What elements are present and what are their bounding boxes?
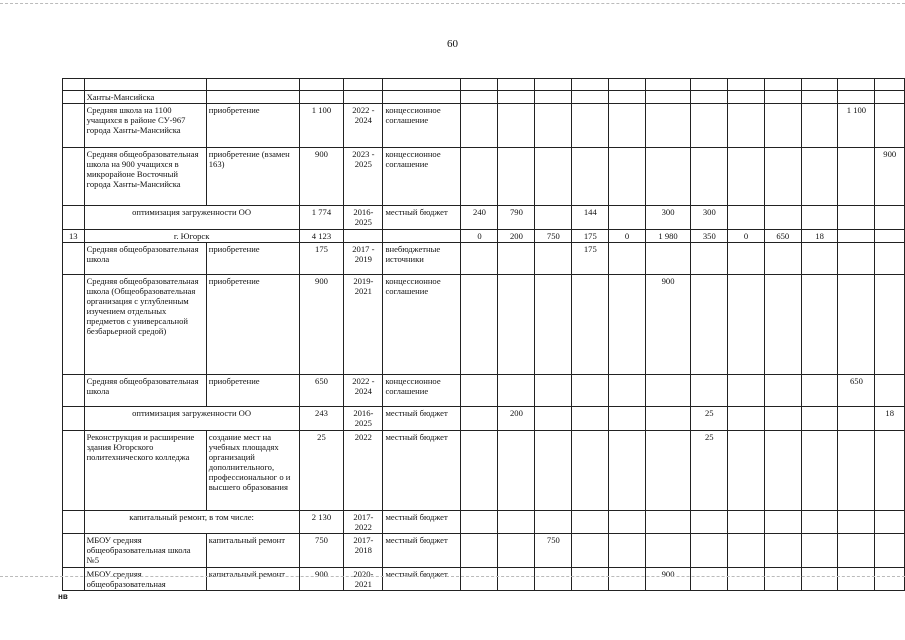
year-value-cell xyxy=(875,230,905,243)
table-row xyxy=(63,431,905,511)
year-value-cell xyxy=(875,375,905,407)
table-row xyxy=(63,568,905,591)
year-value-cell xyxy=(728,91,765,104)
row-number-cell xyxy=(63,407,85,431)
funding-source-cell: концессионное соглашение xyxy=(383,148,461,206)
year-value-cell xyxy=(838,511,875,534)
year-value-cell xyxy=(728,568,765,591)
year-value-cell: 1 100 xyxy=(838,104,875,148)
capacity-cell: 650 xyxy=(299,375,344,407)
year-value-cell xyxy=(645,104,691,148)
year-value-cell xyxy=(498,431,535,511)
year-value-cell xyxy=(645,511,691,534)
year-value-cell xyxy=(875,431,905,511)
capacity-cell: 25 xyxy=(299,431,344,511)
period-cell xyxy=(344,79,383,91)
year-value-cell xyxy=(572,511,609,534)
object-name-cell: Средняя общеобразовательная школа (Общеобразовательная организация с углубленным изучением отдельных предметов с универсальной безбарьерной средой) xyxy=(84,275,206,375)
object-name-cell: МБОУ средняя общеобразовательная xyxy=(84,568,206,591)
year-value-cell xyxy=(535,568,572,591)
year-value-cell: 300 xyxy=(645,206,691,230)
year-value-cell xyxy=(838,243,875,275)
row-number-cell xyxy=(63,148,85,206)
year-value-cell xyxy=(535,431,572,511)
year-value-cell: 144 xyxy=(572,206,609,230)
row-label-cell: г. Югорск xyxy=(84,230,299,243)
row-number-cell xyxy=(63,375,85,407)
year-value-cell xyxy=(691,104,728,148)
year-value-cell xyxy=(801,375,838,407)
year-value-cell: 0 xyxy=(728,230,765,243)
year-value-cell xyxy=(875,511,905,534)
object-name-cell: МБОУ средняя общеобразовательная школа №5 xyxy=(84,534,206,568)
year-value-cell: 300 xyxy=(691,206,728,230)
year-value-cell xyxy=(801,534,838,568)
year-value-cell xyxy=(461,511,498,534)
period-cell: 2022 - 2024 xyxy=(344,375,383,407)
year-value-cell xyxy=(461,243,498,275)
year-value-cell xyxy=(645,534,691,568)
year-value-cell xyxy=(461,91,498,104)
table-row xyxy=(63,407,905,431)
object-name-cell: Средняя общеобразовательная школа xyxy=(84,243,206,275)
page-number: 60 xyxy=(447,38,458,50)
year-value-cell xyxy=(498,91,535,104)
year-value-cell xyxy=(691,275,728,375)
year-value-cell xyxy=(728,407,765,431)
year-value-cell xyxy=(728,79,765,91)
measure-type-cell: приобретение xyxy=(206,104,299,148)
year-value-cell xyxy=(764,431,801,511)
year-value-cell xyxy=(728,104,765,148)
year-value-cell xyxy=(801,104,838,148)
object-name-cell: Средняя общеобразовательная школа на 900 учащихся в микрорайоне Восточный города Ханты-Мансийска xyxy=(84,148,206,206)
funding-source-cell: концессионное соглашение xyxy=(383,275,461,375)
year-value-cell xyxy=(461,431,498,511)
period-cell: 2022 xyxy=(344,431,383,511)
year-value-cell xyxy=(572,104,609,148)
row-number-cell xyxy=(63,275,85,375)
year-value-cell xyxy=(801,243,838,275)
year-value-cell: 900 xyxy=(645,568,691,591)
year-value-cell xyxy=(728,375,765,407)
measure-type-cell: капитальный ремонт xyxy=(206,534,299,568)
year-value-cell xyxy=(838,568,875,591)
row-number-cell xyxy=(63,431,85,511)
table-row xyxy=(63,79,905,91)
year-value-cell xyxy=(764,568,801,591)
period-cell xyxy=(344,91,383,104)
year-value-cell xyxy=(801,511,838,534)
year-value-cell xyxy=(838,91,875,104)
year-value-cell xyxy=(645,79,691,91)
year-value-cell: 900 xyxy=(875,148,905,206)
year-value-cell xyxy=(764,104,801,148)
year-value-cell xyxy=(535,407,572,431)
funding-source-cell: местный бюджет xyxy=(383,534,461,568)
funding-source-cell: концессионное соглашение xyxy=(383,375,461,407)
year-value-cell xyxy=(498,243,535,275)
year-value-cell xyxy=(535,79,572,91)
year-value-cell xyxy=(535,206,572,230)
year-value-cell xyxy=(535,104,572,148)
capacity-cell: 750 xyxy=(299,534,344,568)
object-name-cell xyxy=(84,79,206,91)
year-value-cell xyxy=(801,91,838,104)
funding-source-cell: местный бюджет xyxy=(383,511,461,534)
year-value-cell xyxy=(572,375,609,407)
row-label-cell: оптимизация загруженности ОО xyxy=(84,407,299,431)
year-value-cell xyxy=(764,407,801,431)
measure-type-cell: капитальный ремонт xyxy=(206,568,299,591)
year-value-cell xyxy=(609,148,646,206)
year-value-cell xyxy=(691,91,728,104)
year-value-cell xyxy=(609,375,646,407)
year-value-cell: 750 xyxy=(535,534,572,568)
year-value-cell xyxy=(535,243,572,275)
year-value-cell xyxy=(572,407,609,431)
year-value-cell xyxy=(609,275,646,375)
year-value-cell xyxy=(498,148,535,206)
year-value-cell xyxy=(838,79,875,91)
year-value-cell xyxy=(838,534,875,568)
period-cell: 2020-2021 xyxy=(344,568,383,591)
year-value-cell xyxy=(764,243,801,275)
measure-type-cell: приобретение (взамен 163) xyxy=(206,148,299,206)
year-value-cell: 200 xyxy=(498,407,535,431)
year-value-cell xyxy=(498,375,535,407)
funding-source-cell: местный бюджет xyxy=(383,568,461,591)
year-value-cell xyxy=(728,431,765,511)
period-cell xyxy=(344,230,383,243)
year-value-cell: 650 xyxy=(838,375,875,407)
capacity-cell: 175 xyxy=(299,243,344,275)
year-value-cell xyxy=(461,79,498,91)
year-value-cell xyxy=(609,511,646,534)
year-value-cell xyxy=(572,275,609,375)
year-value-cell xyxy=(609,407,646,431)
year-value-cell xyxy=(691,568,728,591)
year-value-cell xyxy=(838,431,875,511)
year-value-cell xyxy=(838,230,875,243)
year-value-cell xyxy=(838,206,875,230)
table-row xyxy=(63,243,905,275)
year-value-cell: 18 xyxy=(801,230,838,243)
scan-edge-top xyxy=(0,3,905,4)
year-value-cell xyxy=(609,104,646,148)
year-value-cell xyxy=(691,79,728,91)
object-name-cell: Ханты-Мансийска xyxy=(84,91,206,104)
year-value-cell xyxy=(498,534,535,568)
investment-table xyxy=(62,78,905,591)
year-value-cell xyxy=(461,275,498,375)
year-value-cell xyxy=(764,79,801,91)
table-row xyxy=(63,534,905,568)
row-number-cell xyxy=(63,79,85,91)
capacity-cell xyxy=(299,91,344,104)
row-number-cell xyxy=(63,568,85,591)
year-value-cell xyxy=(645,407,691,431)
table-row xyxy=(63,230,905,243)
year-value-cell: 650 xyxy=(764,230,801,243)
year-value-cell xyxy=(535,511,572,534)
table-row xyxy=(63,275,905,375)
year-value-cell xyxy=(764,375,801,407)
period-cell: 2019-2021 xyxy=(344,275,383,375)
capacity-cell: 900 xyxy=(299,568,344,591)
year-value-cell xyxy=(801,275,838,375)
year-value-cell xyxy=(461,375,498,407)
year-value-cell xyxy=(691,511,728,534)
year-value-cell xyxy=(461,407,498,431)
row-number-cell: 13 xyxy=(63,230,85,243)
measure-type-cell: приобретение xyxy=(206,375,299,407)
year-value-cell xyxy=(645,431,691,511)
object-name-cell: Реконструкция и расширение здания Югорского политехнического колледжа xyxy=(84,431,206,511)
funding-source-cell: концессионное соглашение xyxy=(383,104,461,148)
year-value-cell xyxy=(728,275,765,375)
year-value-cell xyxy=(535,275,572,375)
year-value-cell: 25 xyxy=(691,407,728,431)
year-value-cell: 0 xyxy=(461,230,498,243)
year-value-cell xyxy=(645,148,691,206)
table-row xyxy=(63,511,905,534)
year-value-cell xyxy=(728,534,765,568)
capacity-cell: 1 774 xyxy=(299,206,344,230)
year-value-cell xyxy=(461,568,498,591)
year-value-cell xyxy=(572,568,609,591)
funding-source-cell xyxy=(383,91,461,104)
year-value-cell xyxy=(609,568,646,591)
year-value-cell xyxy=(498,104,535,148)
year-value-cell xyxy=(801,568,838,591)
row-label-cell: капитальный ремонт, в том числе: xyxy=(84,511,299,534)
year-value-cell xyxy=(645,91,691,104)
row-number-cell xyxy=(63,534,85,568)
period-cell: 2017-2022 xyxy=(344,511,383,534)
year-value-cell xyxy=(801,148,838,206)
funding-source-cell: внебюджетные источники xyxy=(383,243,461,275)
object-name-cell: Средняя общеобразовательная школа xyxy=(84,375,206,407)
period-cell: 2017 - 2019 xyxy=(344,243,383,275)
row-number-cell xyxy=(63,91,85,104)
year-value-cell: 25 xyxy=(691,431,728,511)
funding-source-cell: местный бюджет xyxy=(383,206,461,230)
table-row xyxy=(63,104,905,148)
year-value-cell xyxy=(609,243,646,275)
year-value-cell xyxy=(764,275,801,375)
year-value-cell xyxy=(875,79,905,91)
year-value-cell: 900 xyxy=(645,275,691,375)
year-value-cell: 18 xyxy=(875,407,905,431)
year-value-cell xyxy=(461,534,498,568)
year-value-cell xyxy=(609,79,646,91)
scan-edge-bottom xyxy=(0,576,905,577)
year-value-cell xyxy=(728,243,765,275)
year-value-cell xyxy=(572,79,609,91)
year-value-cell xyxy=(801,407,838,431)
year-value-cell xyxy=(764,206,801,230)
funding-source-cell: местный бюджет xyxy=(383,407,461,431)
year-value-cell xyxy=(875,104,905,148)
capacity-cell: 900 xyxy=(299,275,344,375)
row-number-cell xyxy=(63,206,85,230)
year-value-cell xyxy=(572,534,609,568)
year-value-cell: 200 xyxy=(498,230,535,243)
year-value-cell xyxy=(838,407,875,431)
year-value-cell xyxy=(609,431,646,511)
year-value-cell xyxy=(764,91,801,104)
year-value-cell xyxy=(498,511,535,534)
row-number-cell xyxy=(63,511,85,534)
measure-type-cell: приобретение xyxy=(206,243,299,275)
year-value-cell xyxy=(535,148,572,206)
year-value-cell: 790 xyxy=(498,206,535,230)
year-value-cell xyxy=(572,91,609,104)
year-value-cell xyxy=(645,243,691,275)
year-value-cell xyxy=(875,534,905,568)
measure-type-cell xyxy=(206,91,299,104)
year-value-cell xyxy=(461,148,498,206)
capacity-cell: 2 130 xyxy=(299,511,344,534)
period-cell: 2016-2025 xyxy=(344,206,383,230)
year-value-cell xyxy=(801,206,838,230)
year-value-cell xyxy=(728,148,765,206)
period-cell: 2023 - 2025 xyxy=(344,148,383,206)
year-value-cell xyxy=(609,534,646,568)
row-label-cell: оптимизация загруженности ОО xyxy=(84,206,299,230)
measure-type-cell: приобретение xyxy=(206,275,299,375)
year-value-cell: 240 xyxy=(461,206,498,230)
capacity-cell: 900 xyxy=(299,148,344,206)
year-value-cell xyxy=(691,243,728,275)
year-value-cell xyxy=(535,375,572,407)
year-value-cell xyxy=(764,511,801,534)
year-value-cell xyxy=(535,91,572,104)
year-value-cell xyxy=(498,275,535,375)
funding-source-cell xyxy=(383,230,461,243)
year-value-cell xyxy=(461,104,498,148)
year-value-cell: 175 xyxy=(572,243,609,275)
year-value-cell xyxy=(691,375,728,407)
year-value-cell xyxy=(728,511,765,534)
year-value-cell xyxy=(728,206,765,230)
row-number-cell xyxy=(63,104,85,148)
capacity-cell: 4 123 xyxy=(299,230,344,243)
year-value-cell xyxy=(572,431,609,511)
period-cell: 2022 - 2024 xyxy=(344,104,383,148)
year-value-cell: 175 xyxy=(572,230,609,243)
measure-type-cell: создание мест на учебных площадях организаций дополнительного, профессиональног о и высшего образования xyxy=(206,431,299,511)
year-value-cell xyxy=(572,148,609,206)
year-value-cell: 1 980 xyxy=(645,230,691,243)
measure-type-cell xyxy=(206,79,299,91)
period-cell: 2017-2018 xyxy=(344,534,383,568)
object-name-cell: Средняя школа на 1100 учащихся в районе СУ-967 города Ханты-Мансийска xyxy=(84,104,206,148)
capacity-cell: 243 xyxy=(299,407,344,431)
table-row xyxy=(63,91,905,104)
year-value-cell xyxy=(875,206,905,230)
funding-source-cell: местный бюджет xyxy=(383,431,461,511)
year-value-cell xyxy=(801,79,838,91)
year-value-cell xyxy=(691,148,728,206)
table-row xyxy=(63,206,905,230)
year-value-cell: 750 xyxy=(535,230,572,243)
year-value-cell xyxy=(498,79,535,91)
funding-source-cell xyxy=(383,79,461,91)
year-value-cell xyxy=(609,206,646,230)
year-value-cell xyxy=(875,91,905,104)
year-value-cell xyxy=(498,568,535,591)
year-value-cell xyxy=(838,148,875,206)
table-row xyxy=(63,148,905,206)
capacity-cell: 1 100 xyxy=(299,104,344,148)
year-value-cell xyxy=(609,91,646,104)
year-value-cell xyxy=(801,431,838,511)
year-value-cell xyxy=(875,568,905,591)
year-value-cell xyxy=(838,275,875,375)
year-value-cell xyxy=(875,275,905,375)
row-number-cell xyxy=(63,243,85,275)
capacity-cell xyxy=(299,79,344,91)
year-value-cell xyxy=(691,534,728,568)
footer-mark: нв xyxy=(58,592,68,601)
year-value-cell xyxy=(764,148,801,206)
year-value-cell xyxy=(764,534,801,568)
year-value-cell: 0 xyxy=(609,230,646,243)
table-row xyxy=(63,375,905,407)
year-value-cell: 350 xyxy=(691,230,728,243)
year-value-cell xyxy=(645,375,691,407)
period-cell: 2016-2025 xyxy=(344,407,383,431)
year-value-cell xyxy=(875,243,905,275)
